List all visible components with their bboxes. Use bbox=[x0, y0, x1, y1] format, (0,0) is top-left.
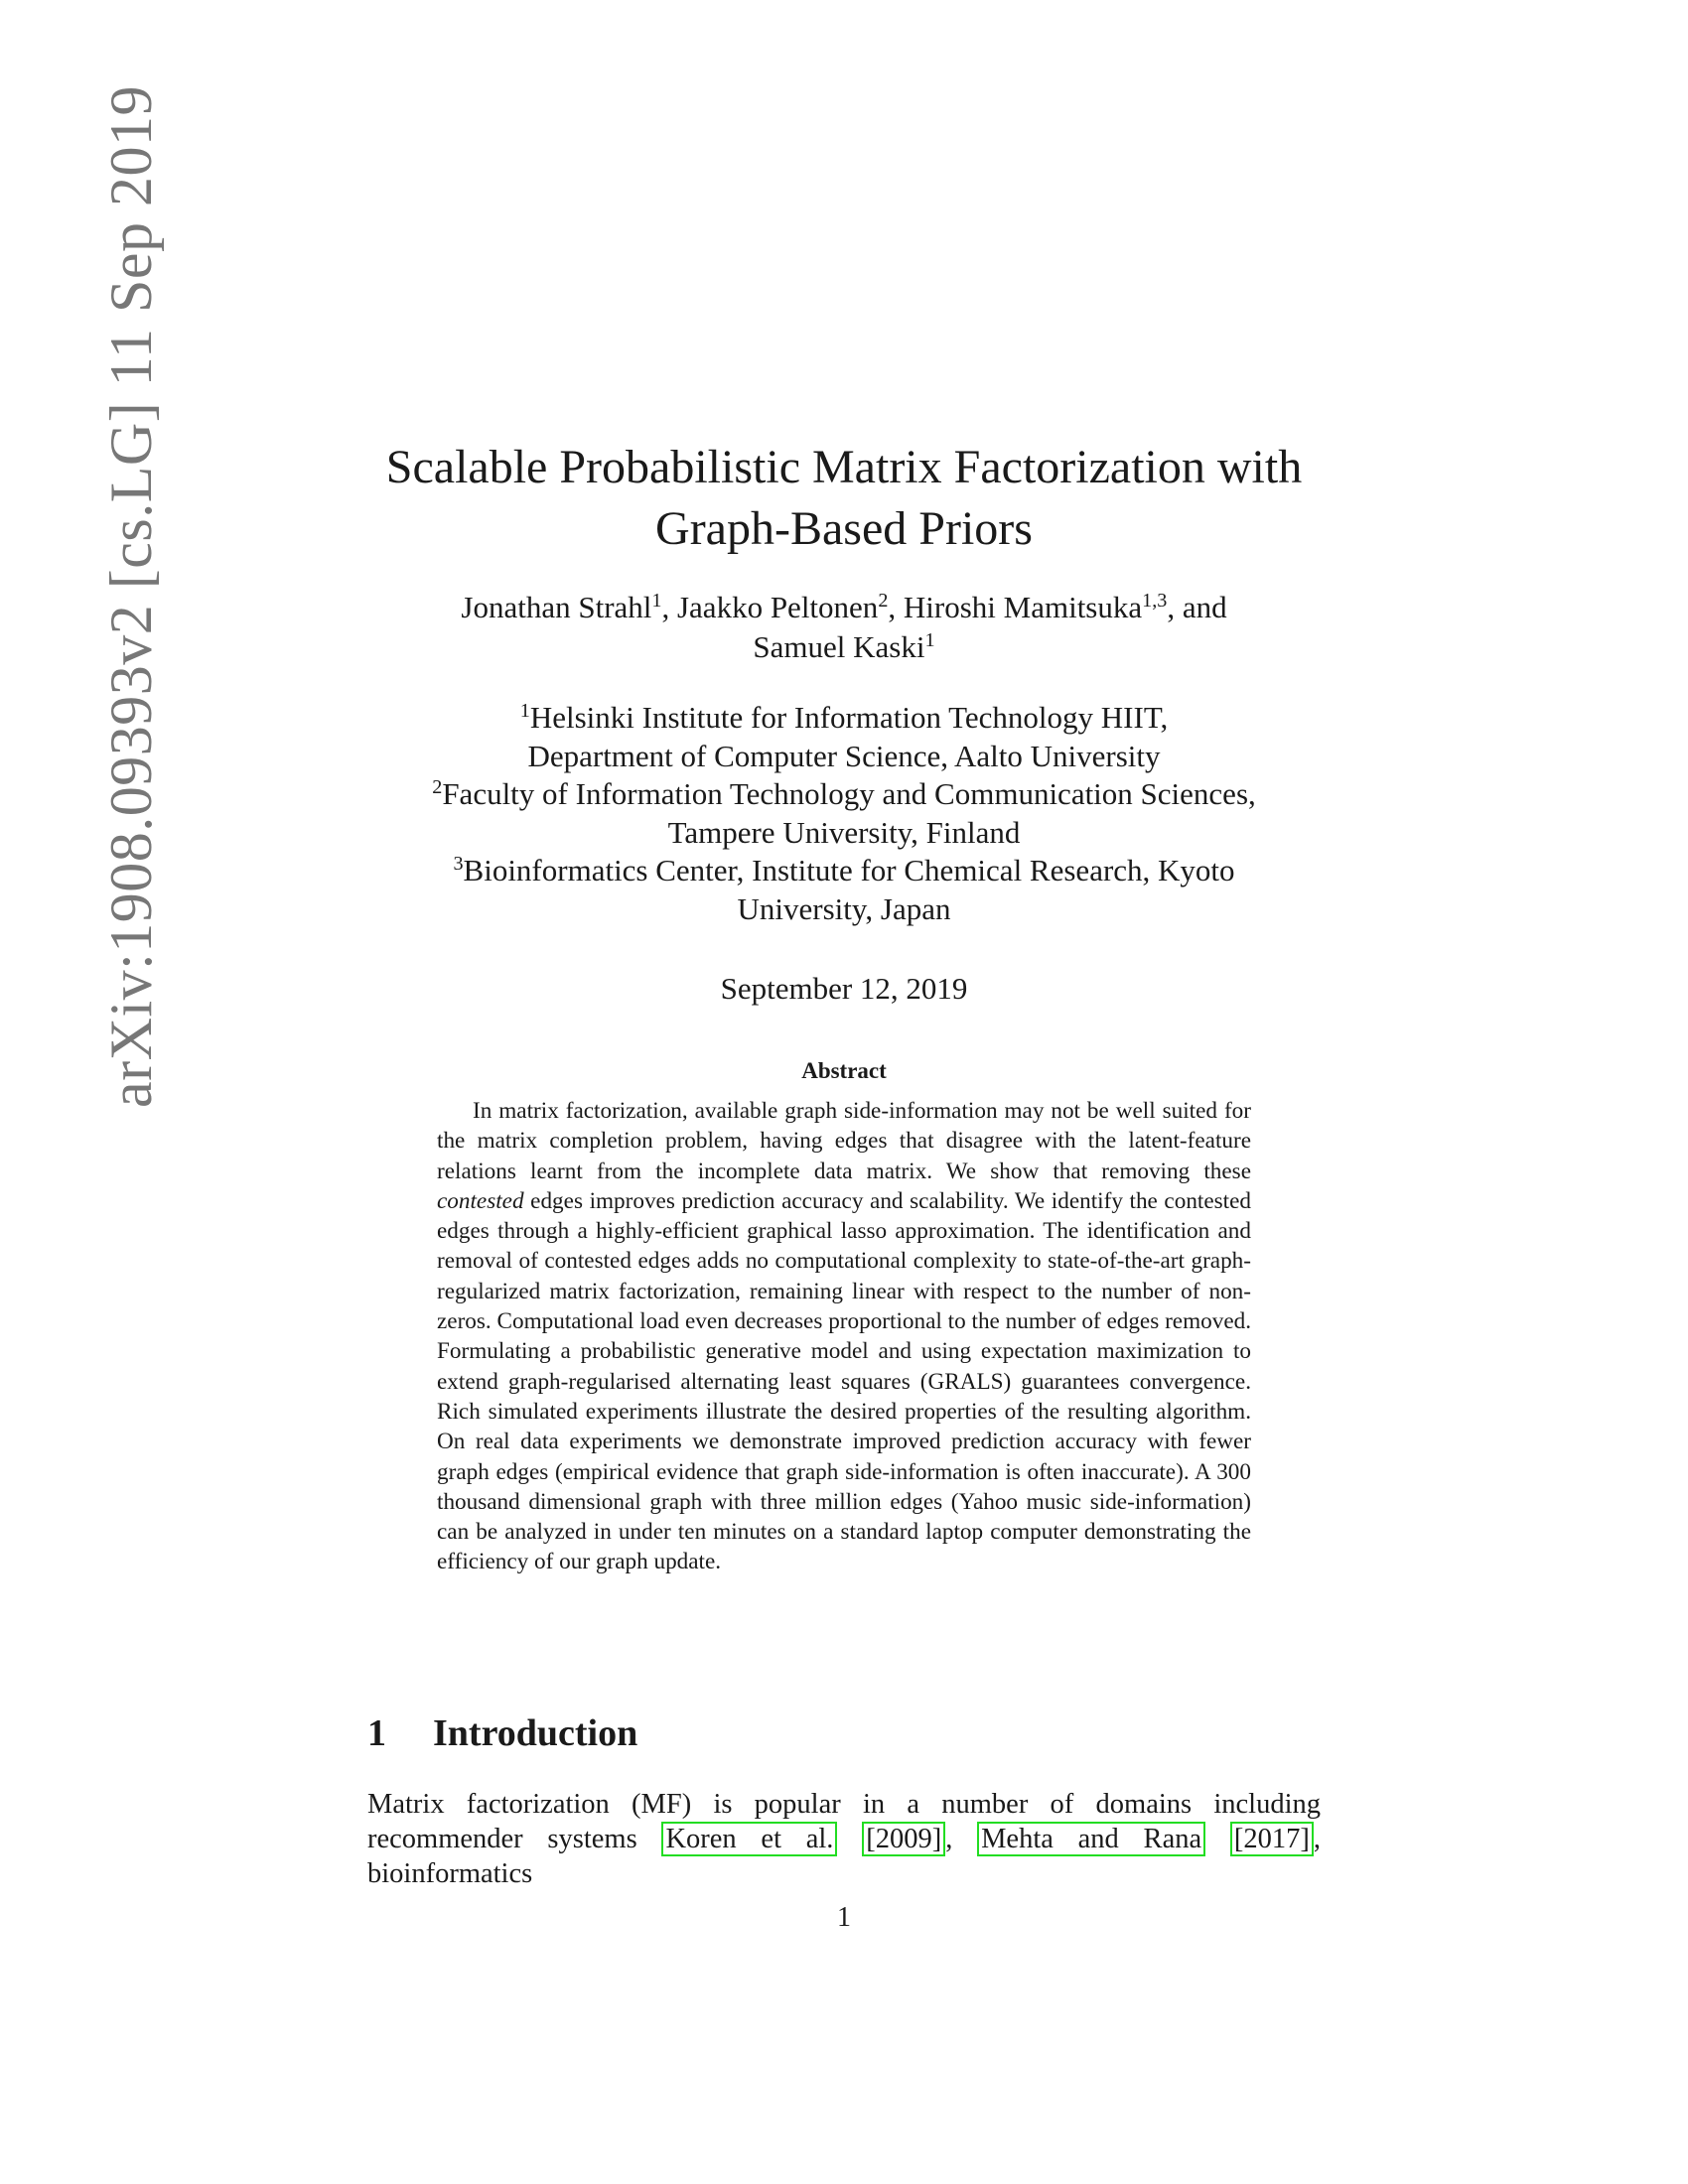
author-name: Samuel Kaski bbox=[753, 629, 925, 664]
publication-date: September 12, 2019 bbox=[720, 971, 968, 1006]
author-affiliation-mark: 2 bbox=[878, 589, 889, 612]
affiliation-list bbox=[298, 699, 1390, 928]
section-heading bbox=[367, 1711, 637, 1755]
citation-year-link-mehta-rana[interactable]: [2017] bbox=[1230, 1822, 1314, 1856]
page-number: 1 bbox=[837, 1902, 851, 1933]
author-separator: , and bbox=[1167, 590, 1227, 624]
affiliation-line: Tampere University, Finland bbox=[667, 814, 1021, 850]
title-line-2: Graph-Based Priors bbox=[655, 502, 1033, 555]
abstract-body: In matrix factorization, available graph side-information may not be well suited for the matrix completion problem, having edges that disagree with the latent-feature relations learnt from the incomplete data matrix. We show that removing these contested edges improves prediction accuracy and scalability. We identify the contested edges through a highly-efficient graphical lasso approximation. The identification and removal of contested edges adds no computational complexity to state-of-the-art graph-regularized matrix factorization, remaining linear with respect to the number of non-zeros. Computational load even decreases proportional to the number of edges removed. Formulating a probabilistic generative model and using expectation maximization to extend graph-regularised alternating least squares (GRALS) guarantees convergence. Rich simulated experiments illustrate the desired properties of the resulting algorithm. On real data experiments we demonstrate improved prediction accuracy with fewer graph edges (empirical evidence that graph side-information is often inaccurate). A 300 thousand dimensional graph with three million edges (Yahoo music side-information) can be analyzed in under ten minutes on a standard laptop computer demonstrating the efficiency of our graph update. bbox=[437, 1098, 1251, 1575]
author-name: Hiroshi Mamitsuka bbox=[903, 590, 1143, 624]
author-separator: , bbox=[661, 590, 677, 624]
author-affiliation-mark: 1 bbox=[651, 589, 662, 612]
section-title: Introduction bbox=[433, 1712, 638, 1754]
section-number: 1 bbox=[367, 1712, 386, 1754]
abstract-heading: Abstract bbox=[801, 1058, 887, 1083]
introduction-paragraph: Matrix factorization (MF) is popular in a number of domains including recommender systems Koren et al. [2009] , Mehta and Rana [2017] , bioinformatics bbox=[367, 1789, 1322, 1889]
citation-link-koren[interactable]: Koren et al. bbox=[661, 1822, 837, 1856]
affiliation-line: University, Japan bbox=[737, 890, 951, 926]
title-line-1: Scalable Probabilistic Matrix Factorization with bbox=[385, 441, 1303, 493]
arxiv-identifier-stamp: arXiv:1908.09393v2 [cs.LG] 11 Sep 2019 bbox=[98, 85, 164, 1108]
affiliation-line: $^1$Helsinki Institute for Information Technology HIIT, bbox=[519, 699, 1169, 735]
affiliation-mark: 2 bbox=[432, 775, 443, 798]
emphasized-term: contested bbox=[437, 1187, 524, 1214]
author-name: Jonathan Strahl bbox=[461, 590, 652, 624]
affiliation-mark: 3 bbox=[453, 852, 464, 875]
author-affiliation-mark: 1 bbox=[924, 628, 935, 651]
author-name: Jaakko Peltonen bbox=[676, 590, 879, 624]
author-affiliation-mark: 1,3 bbox=[1142, 589, 1168, 612]
affiliation-line: $^3$Bioinformatics Center, Institute for Chemical Research, Kyoto bbox=[453, 852, 1235, 887]
affiliation-line: $^2$Faculty of Information Technology and Communication Sciences, bbox=[432, 775, 1256, 811]
author-separator: , bbox=[888, 590, 904, 624]
citation-link-mehta-rana[interactable]: Mehta and Rana bbox=[977, 1822, 1205, 1856]
citation-year-link-koren[interactable]: [2009] bbox=[862, 1822, 945, 1856]
affiliation-line: Department of Computer Science, Aalto University bbox=[527, 738, 1161, 773]
author-list bbox=[328, 588, 1360, 667]
paper-title bbox=[298, 437, 1390, 560]
affiliation-mark: 1 bbox=[519, 699, 530, 722]
